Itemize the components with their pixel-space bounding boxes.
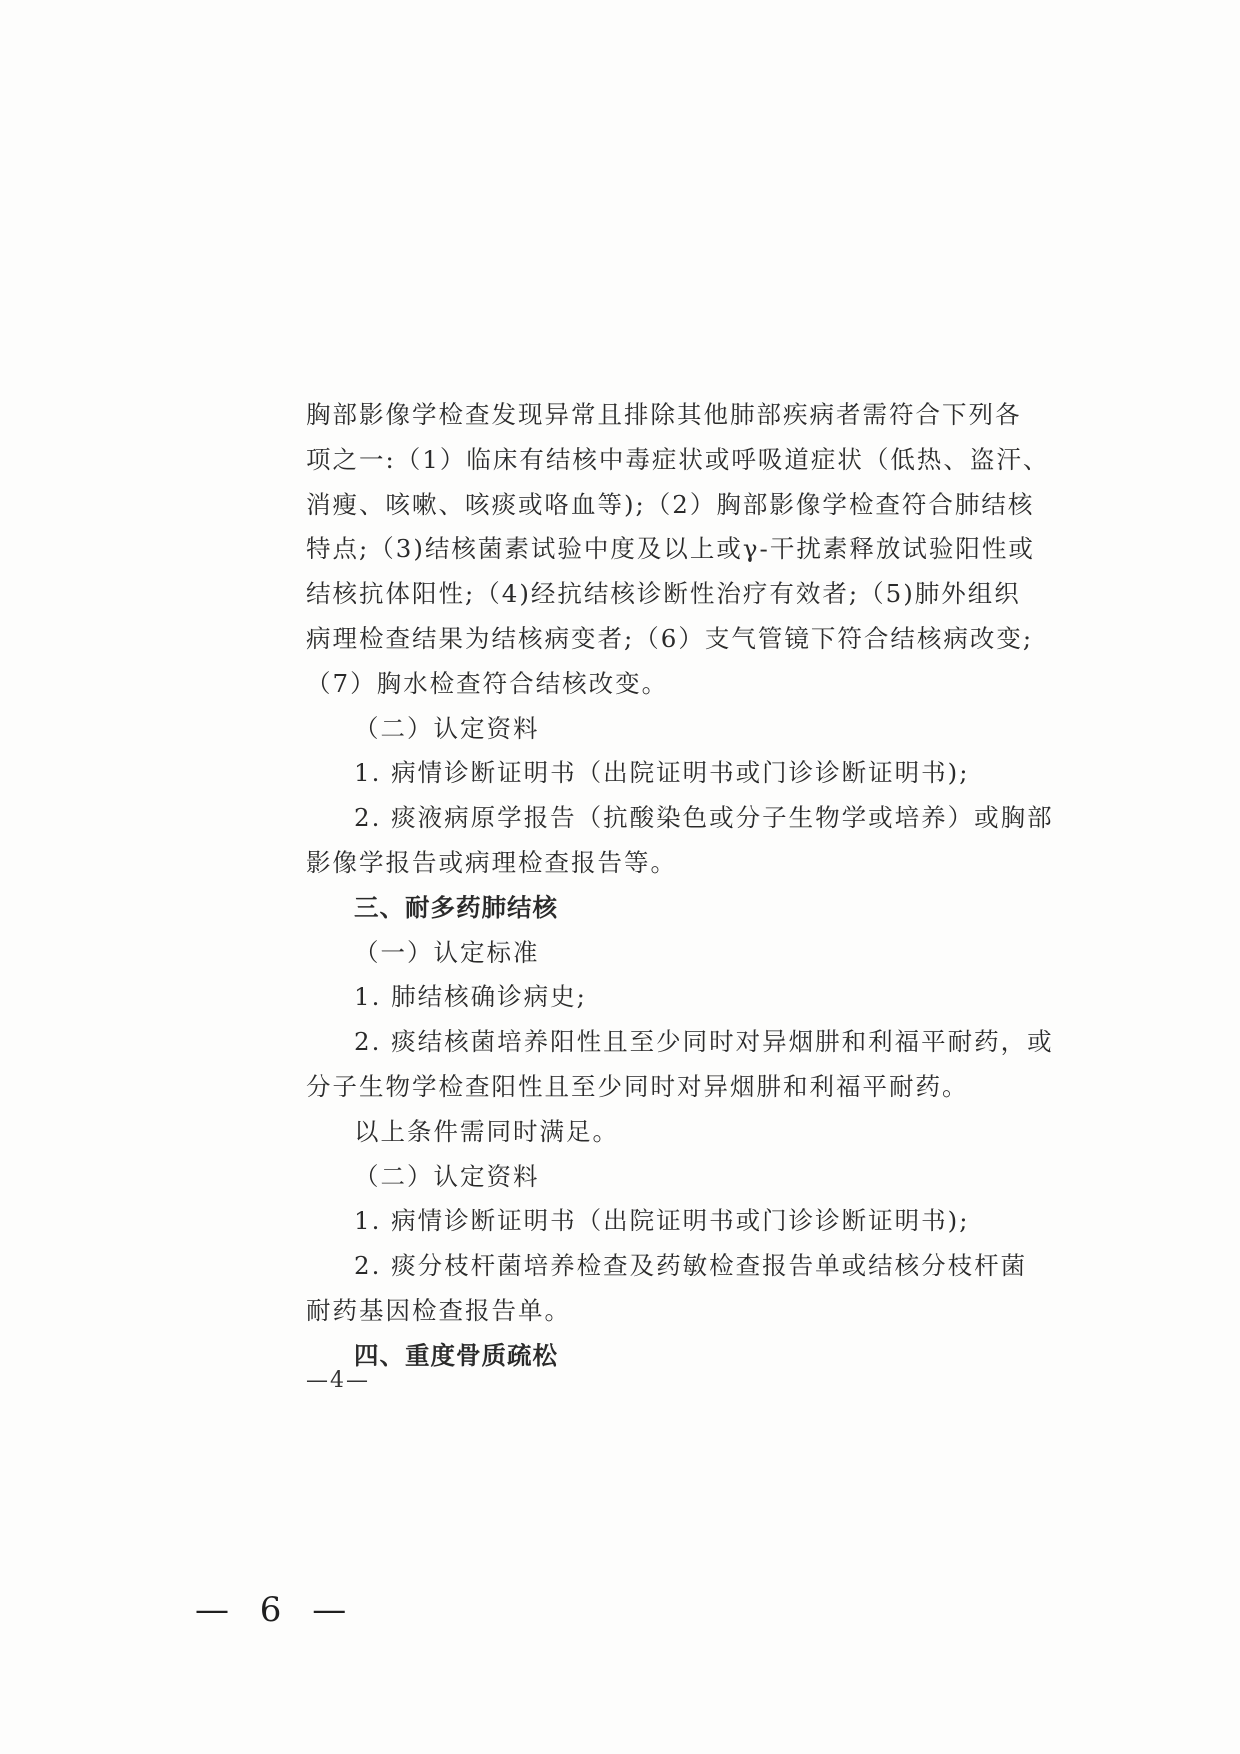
paragraph-line: 结核抗体阳性;（4)经抗结核诊断性治疗有效者;（5)肺外组织 <box>306 579 1021 609</box>
list-item: 2. 痰结核菌培养阳性且至少同时对异烟肼和利福平耐药，或 <box>354 1027 1054 1057</box>
list-item: 2. 痰液病原学报告（抗酸染色或分子生物学或培养）或胸部 <box>354 803 1054 833</box>
paragraph-line: 特点;（3)结核菌素试验中度及以上或γ-干扰素释放试验阳性或 <box>306 534 1035 564</box>
list-item: 1. 病情诊断证明书（出院证明书或门诊诊断证明书); <box>354 758 970 788</box>
paragraph-line: （7）胸水检查符合结核改变。 <box>306 668 669 698</box>
list-item-continuation: 影像学报告或病理检查报告等。 <box>306 847 677 877</box>
paragraph-line: 项之一:（1）临床有结核中毒症状或呼吸道症状（低热、盗汗、 <box>306 444 1050 474</box>
section-heading: 四、重度骨质疏松 <box>354 1340 558 1370</box>
body-text <box>306 393 1054 1379</box>
list-item: 1. 病情诊断证明书（出院证明书或门诊诊断证明书); <box>354 1206 970 1236</box>
list-item: 1. 肺结核确诊病史; <box>354 982 587 1012</box>
paragraph-line: 消瘦、咳嗽、咳痰或咯血等);（2）胸部影像学检查符合肺结核 <box>306 489 1035 519</box>
paragraph-line: 胸部影像学检查发现异常且排除其他肺部疾病者需符合下列各 <box>306 400 1022 429</box>
section-heading: 三、耐多药肺结核 <box>354 892 558 922</box>
subheading-materials: （二）认定资料 <box>354 1161 540 1191</box>
inner-page-number: —4— <box>306 1368 370 1393</box>
list-item-continuation: 分子生物学检查阳性且至少同时对异烟肼和利福平耐药。 <box>306 1071 969 1101</box>
list-item: 2. 痰分枝杆菌培养检查及药敏检查报告单或结核分枝杆菌 <box>354 1251 1028 1281</box>
list-item-continuation: 耐药基因检查报告单。 <box>306 1295 571 1325</box>
outer-page-number: — 6 — <box>195 1590 357 1630</box>
subheading-materials: （二）认定资料 <box>354 713 540 743</box>
subheading-criteria: （一）认定标准 <box>354 937 540 967</box>
paragraph-line: 病理检查结果为结核病变者;（6）支气管镜下符合结核病改变; <box>306 623 1034 653</box>
paragraph-line: 以上条件需同时满足。 <box>354 1116 619 1146</box>
